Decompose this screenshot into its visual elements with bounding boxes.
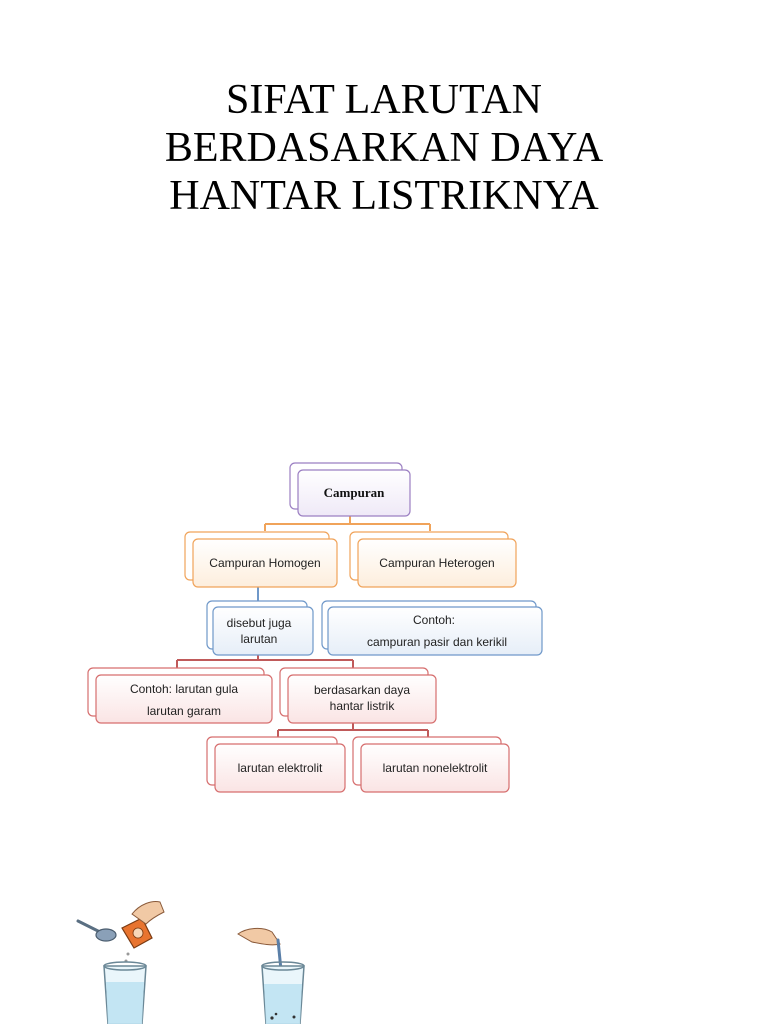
- title-line-2: BERDASARKAN DAYA: [164, 125, 604, 171]
- node-disebut-line2: larutan: [240, 632, 278, 646]
- node-disebut-juga-larutan: [207, 601, 313, 655]
- node-heterogen-label: Campuran Heterogen: [379, 556, 495, 570]
- node-berdasarkan-daya-hantar: [280, 668, 436, 723]
- title-line-3: HANTAR LISTRIKNYA: [169, 173, 599, 219]
- node-elektrolit-label: larutan elektrolit: [237, 761, 323, 775]
- illustrations: [0, 890, 768, 1024]
- water-glass-icon: [104, 962, 146, 1024]
- node-larutan-elektrolit: [207, 737, 345, 792]
- node-nonelektrolit-label: larutan nonelektrolit: [382, 761, 488, 775]
- node-contoh-heterogen: [322, 601, 542, 655]
- spoon-pouring-illustration: [78, 902, 164, 1024]
- node-contoh-het-line1: Contoh:: [412, 613, 456, 627]
- title-line-1: SIFAT LARUTAN: [226, 77, 542, 123]
- node-campuran-heterogen: [350, 532, 516, 587]
- node-berdasar-line1: berdasarkan daya: [313, 683, 411, 697]
- node-contoh-het-line2: campuran pasir dan kerikil: [366, 635, 508, 649]
- node-campuran-homogen: [185, 532, 337, 587]
- node-contoh-homogen: [88, 668, 272, 723]
- water-glass-icon: [262, 962, 304, 1024]
- node-contoh-hom-line2: larutan garam: [146, 704, 222, 718]
- node-campuran: [290, 463, 410, 516]
- spoon-stirring-illustration: [238, 928, 304, 1024]
- node-contoh-hom-line1: Contoh: larutan gula: [129, 682, 239, 696]
- node-berdasar-line2: hantar listrik: [329, 699, 395, 713]
- node-larutan-nonelektrolit: [353, 737, 509, 792]
- node-campuran-label: Campuran: [323, 485, 385, 500]
- node-disebut-line1: disebut juga: [226, 616, 292, 630]
- node-homogen-label: Campuran Homogen: [209, 556, 321, 570]
